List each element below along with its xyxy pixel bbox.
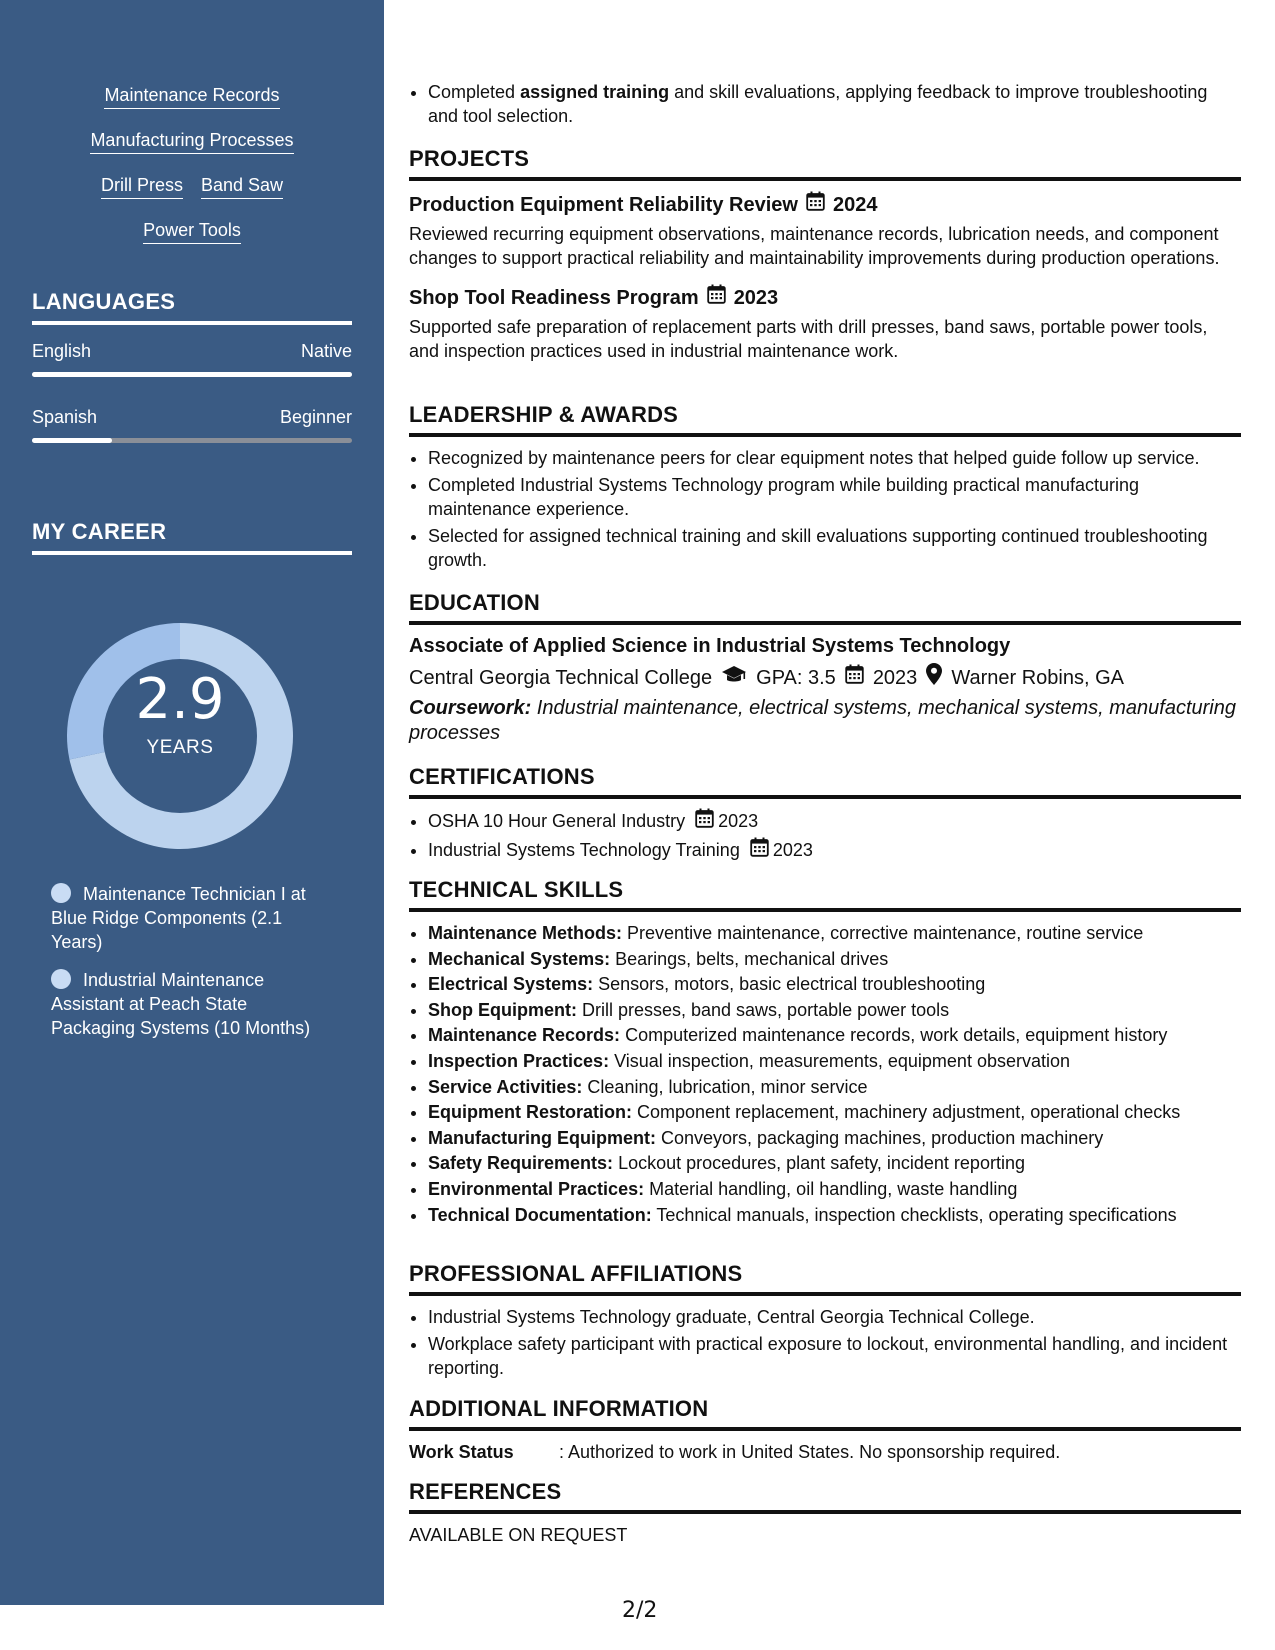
technical-skill-item xyxy=(428,1049,1241,1073)
skill-category: Service Activities: xyxy=(428,1076,583,1097)
career-heading: MY CAREER xyxy=(32,519,352,555)
language-level: Native xyxy=(300,341,352,361)
graduation-cap-icon xyxy=(721,664,747,691)
education-title: EDUCATION xyxy=(409,590,1241,625)
affiliations-title: PROFESSIONAL AFFILIATIONS xyxy=(409,1261,1241,1296)
skill-tag: Band Saw xyxy=(201,174,283,199)
calendar-icon xyxy=(845,664,864,691)
leadership-item: • Recognized by maintenance peers for clear equipment notes that helped guide follow up service. xyxy=(428,446,1241,470)
affiliations-section xyxy=(409,1261,1241,1383)
skill-tags xyxy=(0,84,384,264)
skill-details: Drill presses, band saws, portable power tools xyxy=(576,999,950,1020)
skill-category: Equipment Restoration: xyxy=(428,1102,633,1123)
skill-category: Shop Equipment: xyxy=(428,999,577,1020)
skill-category: Inspection Practices: xyxy=(428,1050,610,1071)
leadership-title: LEADERSHIP & AWARDS xyxy=(409,402,1241,437)
leadership-item: • Selected for assigned technical training and skill evaluations supporting continued troubleshooting growth. xyxy=(428,524,1241,572)
technical-skill-item xyxy=(428,921,1241,945)
certifications-list xyxy=(409,808,1241,863)
affiliations-list xyxy=(409,1305,1241,1380)
certification-year: 2023 xyxy=(718,811,759,831)
leadership-list xyxy=(409,446,1241,572)
certification-year: 2023 xyxy=(772,840,813,860)
language-proficiency-fill xyxy=(32,372,352,377)
technical-skill-item xyxy=(428,1177,1241,1201)
certification-item xyxy=(428,808,1241,834)
affiliation-item: • Workplace safety participant with practical exposure to lockout, environmental handling, and incident reporting. xyxy=(428,1332,1241,1380)
technical-skill-item xyxy=(428,1100,1241,1124)
skill-tag: Power Tools xyxy=(143,219,241,244)
technical-skill-item xyxy=(428,947,1241,971)
project-year: 2023 xyxy=(733,286,779,309)
project-description: Reviewed recurring equipment observations, maintenance records, lubrication needs, and component changes to support practical reliability and maintainability improvements during production operations. xyxy=(409,224,1220,268)
technical-skills-list xyxy=(409,921,1241,1227)
technical-skill-item xyxy=(428,1126,1241,1150)
references-title: REFERENCES xyxy=(409,1479,1241,1514)
skill-tag: Maintenance Records xyxy=(104,84,279,109)
skill-category: Electrical Systems: xyxy=(428,974,594,995)
additional-info-section xyxy=(409,1396,1241,1464)
skill-details: Bearings, belts, mechanical drives xyxy=(610,948,889,969)
sidebar xyxy=(0,0,384,1605)
gpa: GPA: 3.5 xyxy=(756,666,836,689)
career-legend-label: Industrial Maintenance Assistant at Peach State Packaging Systems (10 Months) xyxy=(51,970,311,1038)
skill-tag-row xyxy=(0,84,384,129)
skill-tag-row xyxy=(0,129,384,174)
skill-details: Sensors, motors, basic electrical troubleshooting xyxy=(593,974,986,995)
career-total-value: 2.9 xyxy=(135,667,225,732)
technical-skill-item xyxy=(428,1203,1241,1227)
info-value: : Authorized to work in United States. No sponsorship required. xyxy=(559,1442,1061,1462)
affiliation-item: • Industrial Systems Technology graduate, Central Georgia Technical College. xyxy=(428,1305,1241,1329)
skill-category: Safety Requirements: xyxy=(428,1153,614,1174)
skill-category: Mechanical Systems: xyxy=(428,948,611,969)
references-text: AVAILABLE ON REQUEST xyxy=(409,1525,628,1545)
skill-details: Component replacement, machinery adjustment, operational checks xyxy=(632,1102,1181,1123)
skill-category: Environmental Practices: xyxy=(428,1178,645,1199)
career-legend-label: Maintenance Technician I at Blue Ridge Components (2.1 Years) xyxy=(51,884,306,952)
certifications-title: CERTIFICATIONS xyxy=(409,764,1241,799)
technical-skill-item xyxy=(428,1023,1241,1047)
skill-details: Conveyors, packaging machines, production machinery xyxy=(656,1127,1104,1148)
skill-details: Lockout procedures, plant safety, incident reporting xyxy=(613,1153,1025,1174)
coursework: Coursework: Industrial maintenance, electrical systems, mechanical systems, manufacturing processes xyxy=(409,697,1236,744)
project-item xyxy=(409,191,1241,270)
additional-info-title: ADDITIONAL INFORMATION xyxy=(409,1396,1241,1431)
project-item xyxy=(409,284,1241,363)
project-description: Supported safe preparation of replacement parts with drill presses, band saws, portable power tools, and inspection practices used in industrial maintenance work. xyxy=(409,317,1208,361)
languages-heading: LANGUAGES xyxy=(32,289,352,325)
skill-details: Technical manuals, inspection checklists, operating specifications xyxy=(651,1204,1177,1225)
technical-skill-item xyxy=(428,1075,1241,1099)
degree: Associate of Applied Science in Industrial Systems Technology xyxy=(409,635,1011,657)
calendar-icon xyxy=(695,808,714,834)
school-name: Central Georgia Technical College xyxy=(409,666,713,689)
skill-details: Preventive maintenance, corrective maintenance, routine service xyxy=(622,923,1144,943)
technical-skills-title: TECHNICAL SKILLS xyxy=(409,877,1241,912)
career-legend xyxy=(51,882,331,1054)
language-name: English xyxy=(32,341,92,361)
projects-section xyxy=(409,146,1241,363)
location-pin-icon xyxy=(926,663,942,692)
skill-details: Cleaning, lubrication, minor service xyxy=(582,1076,868,1097)
language-item xyxy=(32,340,352,377)
calendar-icon xyxy=(707,284,726,311)
language-level: Beginner xyxy=(279,407,352,427)
skill-tag-row xyxy=(0,174,384,219)
skill-category: Technical Documentation: xyxy=(428,1204,652,1225)
intro-bullet: • Completed assigned training and skill evaluations, applying feedback to improve troubleshooting and tool selection. xyxy=(428,80,1241,128)
project-name: Shop Tool Readiness Program xyxy=(409,286,699,309)
calendar-icon xyxy=(750,837,769,863)
school-location: Warner Robins, GA xyxy=(951,666,1124,689)
skill-details: Visual inspection, measurements, equipment observation xyxy=(609,1050,1071,1071)
leadership-item: • Completed Industrial Systems Technology program while building practical manufacturing maintenance experience. xyxy=(428,473,1241,521)
project-year: 2024 xyxy=(832,193,878,216)
technical-skill-item xyxy=(428,1151,1241,1175)
calendar-icon xyxy=(806,191,825,218)
career-total-unit: YEARS xyxy=(146,737,214,758)
language-proficiency-bar xyxy=(32,372,352,377)
skill-tag: Manufacturing Processes xyxy=(90,129,293,154)
skill-tag-row xyxy=(0,219,384,264)
skill-details: Material handling, oil handling, waste handling xyxy=(644,1178,1018,1199)
page-number: 2/2 xyxy=(622,1598,658,1623)
skill-category: Maintenance Records: xyxy=(428,1025,621,1046)
technical-skill-item xyxy=(428,972,1241,996)
language-item xyxy=(32,406,352,443)
technical-skills-section xyxy=(409,877,1241,1228)
intro-bullets xyxy=(409,80,1241,131)
career-legend-item xyxy=(51,968,331,1040)
legend-dot-icon xyxy=(51,969,71,989)
education-section xyxy=(409,590,1241,746)
language-proficiency-fill xyxy=(32,438,112,443)
graduation-year: 2023 xyxy=(872,666,918,689)
leadership-section xyxy=(409,402,1241,575)
additional-info-row xyxy=(409,1440,1241,1464)
career-donut-chart xyxy=(66,622,294,850)
projects-title: PROJECTS xyxy=(409,146,1241,181)
skill-category: Manufacturing Equipment: xyxy=(428,1127,656,1148)
legend-dot-icon xyxy=(51,883,71,903)
language-name: Spanish xyxy=(32,407,98,427)
skill-details: Computerized maintenance records, work details, equipment history xyxy=(620,1025,1168,1046)
certification-item xyxy=(428,837,1241,863)
info-key: Work Status xyxy=(409,1442,514,1462)
references-section xyxy=(409,1479,1241,1547)
skill-tag: Drill Press xyxy=(101,174,183,199)
skill-category: Maintenance Methods: xyxy=(428,923,623,943)
career-legend-item xyxy=(51,882,331,954)
project-name: Production Equipment Reliability Review xyxy=(409,193,798,216)
certifications-section xyxy=(409,764,1241,866)
certification-name: • Industrial Systems Technology Training xyxy=(428,840,740,860)
certification-name: • OSHA 10 Hour General Industry xyxy=(428,811,686,831)
language-proficiency-bar xyxy=(32,438,352,443)
technical-skill-item xyxy=(428,998,1241,1022)
